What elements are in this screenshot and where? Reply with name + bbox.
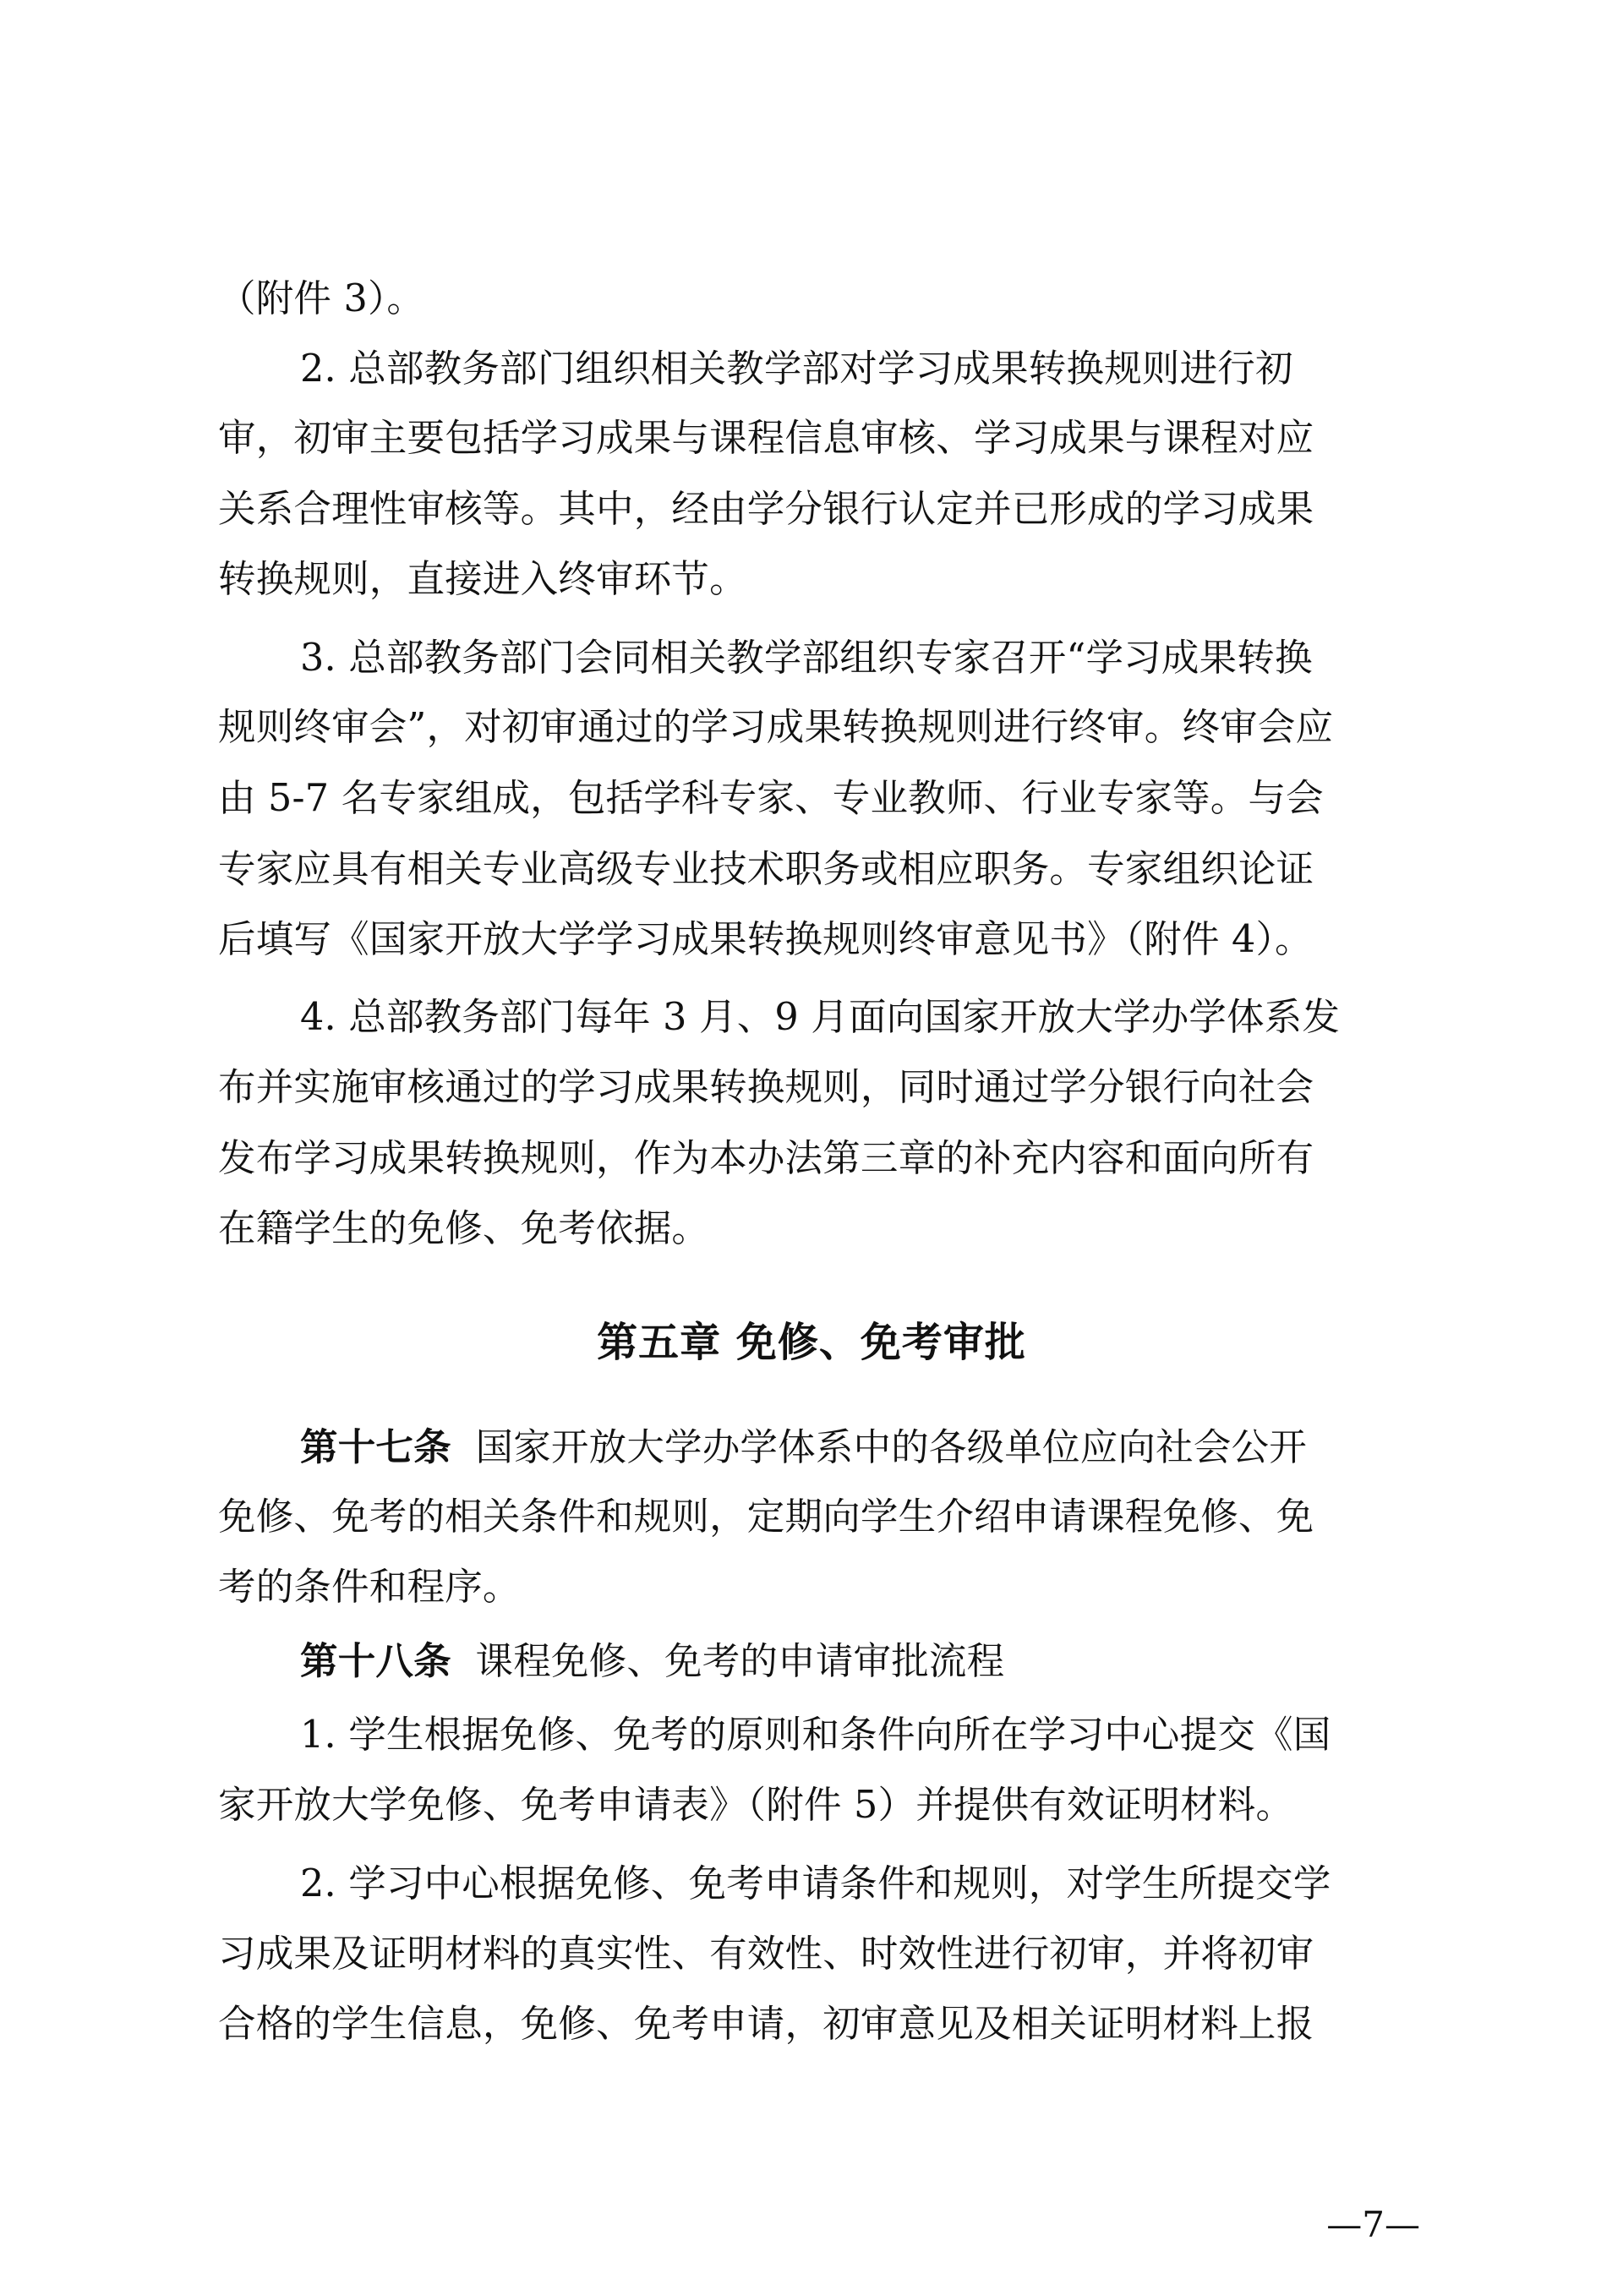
text-line	[218, 843, 1410, 897]
text-line	[218, 1490, 1410, 1544]
text-line: （附件 3）。	[218, 277, 425, 320]
text-line-content: 免修、免考的相关条件和规则，定期向学生介绍申请课程免修、免	[218, 1495, 1314, 1539]
text-line-content: 2. 学习中心根据免修、免考申请条件和规则，对学生所提交学	[300, 1862, 1331, 1905]
text-line	[218, 1927, 1410, 1982]
text-line-content: 发布学习成果转换规则，作为本办法第三章的补充内容和面向所有	[218, 1137, 1314, 1180]
text-line-content: 3. 总部教务部门会同相关教学部组织专家召开“学习成果转换	[300, 637, 1313, 680]
text-line-content: 审，初审主要包括学习成果与课程信息审核、学习成果与课程对应	[218, 417, 1314, 460]
article-label: 第十七条	[300, 1425, 451, 1469]
text-line	[300, 991, 1410, 1045]
text-line	[300, 342, 1410, 396]
text-line: 后填写《国家开放大学学习成果转换规则终审意见书》（附件 4）。	[218, 918, 1313, 961]
text-line	[300, 1857, 1410, 1911]
text-line-content: 规则终审会”，对初审通过的学习成果转换规则进行终审。终审会应	[218, 706, 1334, 749]
text-line: 在籍学生的免修、免考依据。	[218, 1207, 710, 1250]
article-label: 第十八条	[300, 1639, 451, 1683]
text-line: 考的条件和程序。	[218, 1566, 521, 1609]
article-line	[300, 1420, 1410, 1475]
text-line-content: 布并实施审核通过的学习成果转换规则，同时通过学分银行向社会	[218, 1066, 1314, 1109]
text-line-content: 专家应具有相关专业高级专业技术职务或相应职务。专家组织论证	[218, 848, 1314, 891]
chapter-title: 第五章 免修、免考审批	[597, 1319, 1026, 1366]
text-line-content: 2. 总部教务部门组织相关教学部对学习成果转换规则进行初	[300, 347, 1293, 391]
text-line: 家开放大学免修、免考申请表》（附件 5）并提供有效证明材料。	[218, 1784, 1294, 1827]
text-line-content: 由 5-7 名专家组成，包括学科专家、专业教师、行业专家等。与会	[218, 777, 1324, 820]
text-line	[218, 1132, 1410, 1186]
text-line	[218, 412, 1410, 466]
text-line-content: 1. 学生根据免修、免考的原则和条件向所在学习中心提交《国	[300, 1714, 1331, 1757]
text-line-content: 习成果及证明材料的真实性、有效性、时效性进行初审，并将初审	[218, 1932, 1314, 1976]
text-line	[218, 1061, 1410, 1115]
text-line: 转换规则，直接进入终审环节。	[218, 558, 747, 601]
article-text: 课程免修、免考的申请审批流程	[475, 1640, 1005, 1683]
text-line	[300, 631, 1410, 686]
text-line-content: 合格的学生信息，免修、免考申请，初审意见及相关证明材料上报	[218, 2003, 1314, 2046]
article-line	[300, 1634, 1410, 1689]
article-gap	[451, 1640, 476, 1683]
text-line-content: 关系合理性审核等。其中，经由学分银行认定并已形成的学习成果	[218, 488, 1314, 531]
text-line	[218, 1998, 1410, 2052]
article-gap	[451, 1426, 476, 1469]
text-line	[218, 701, 1410, 755]
page-number: —7—	[1326, 2204, 1420, 2245]
article-text: 国家开放大学办学体系中的各级单位应向社会公开	[475, 1426, 1307, 1469]
text-line-content: 4. 总部教务部门每年 3 月、9 月面向国家开放大学办学体系发	[300, 996, 1341, 1039]
text-line	[218, 483, 1410, 537]
text-line	[218, 772, 1410, 826]
text-line	[300, 1708, 1410, 1763]
